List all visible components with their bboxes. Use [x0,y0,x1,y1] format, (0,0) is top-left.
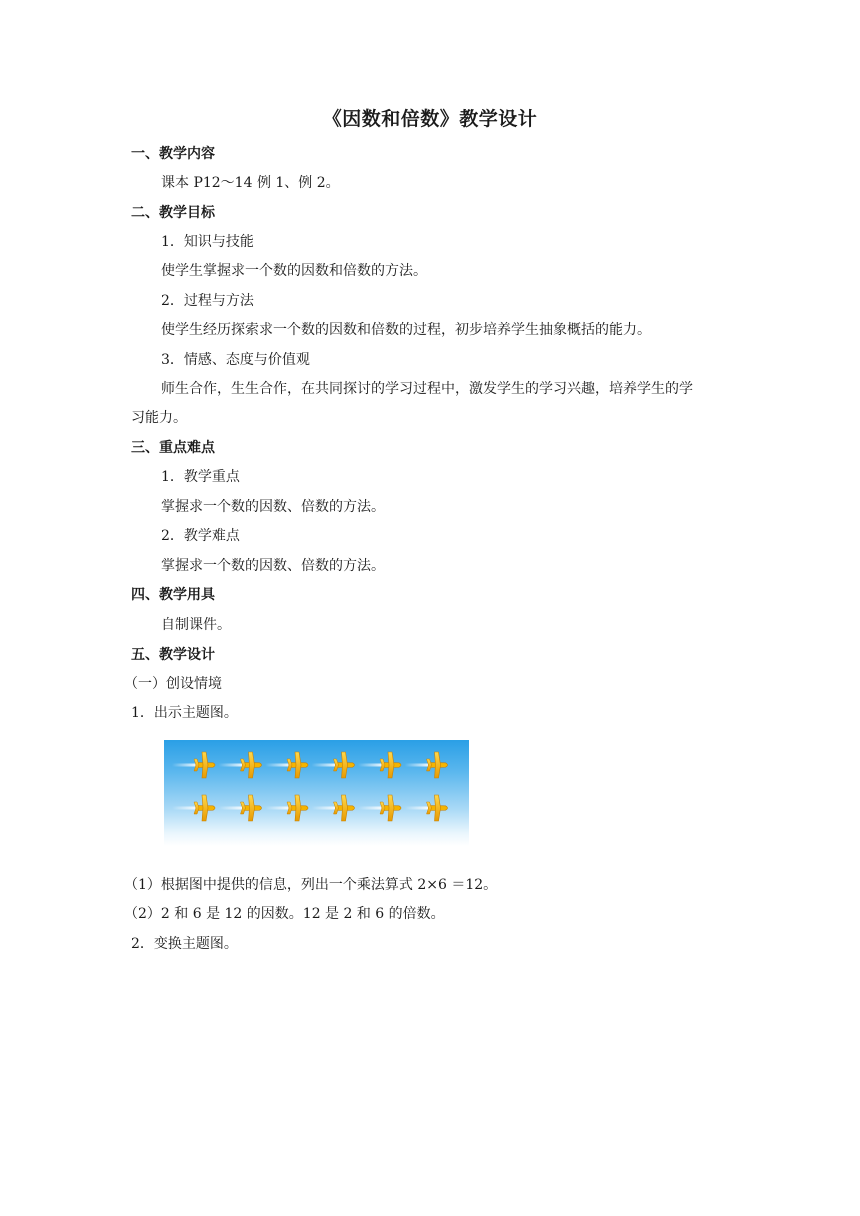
airplane-icon [405,795,448,821]
section-heading-tools: 四、教学用具 [131,587,215,603]
airplane-icon [405,752,448,778]
airplanes-figure [164,740,469,846]
airplane-icon [265,795,308,821]
airplane-icon [358,795,401,821]
section-heading-keypoints: 三、重点难点 [131,440,215,456]
section-text: 自制课件。 [161,617,231,633]
airplane-icon [358,752,401,778]
airplane-icon [312,752,355,778]
section-heading-content: 一、教学内容 [131,146,215,162]
goal-item-text: 使学生掌握求一个数的因数和倍数的方法。 [161,263,427,279]
airplane-icon [312,795,355,821]
keypoint-item-heading: 1．教学重点 [161,469,240,485]
goal-item-heading: 1．知识与技能 [161,234,254,250]
keypoint-item-heading: 2．教学难点 [161,528,240,544]
airplane-icon [219,752,262,778]
airplane-icon [172,795,215,821]
goal-item-text: 师生合作，生生合作，在共同探讨的学习过程中，激发学生的学习兴趣，培养学生的学 [161,381,693,397]
goal-item-heading: 2．过程与方法 [161,293,254,309]
section-heading-goals: 二、教学目标 [131,205,215,221]
keypoint-item-text: 掌握求一个数的因数、倍数的方法。 [161,499,385,515]
section-heading-design: 五、教学设计 [131,647,215,663]
question-1: （1）根据图中提供的信息，列出一个乘法算式 2×6 ＝12。 [124,877,498,893]
keypoint-item-text: 掌握求一个数的因数、倍数的方法。 [161,558,385,574]
airplane-icon [219,795,262,821]
document-title: 《因数和倍数》教学设计 [322,108,538,130]
design-step: 2．变换主题图。 [131,936,238,952]
airplane-icon [265,752,308,778]
goal-item-heading: 3．情感、态度与价值观 [161,352,310,368]
section-text: 课本 P12～14 例 1、例 2。 [161,175,340,191]
goal-item-text: 使学生经历探索求一个数的因数和倍数的过程，初步培养学生抽象概括的能力。 [161,322,651,338]
design-step: 1．出示主题图。 [131,705,238,721]
airplanes-illustration [164,740,469,846]
goal-item-text: 习能力。 [131,410,187,426]
airplane-icon [172,752,215,778]
design-subheading: （一）创设情境 [124,676,222,692]
question-2: （2）2 和 6 是 12 的因数。12 是 2 和 6 的倍数。 [124,906,445,922]
